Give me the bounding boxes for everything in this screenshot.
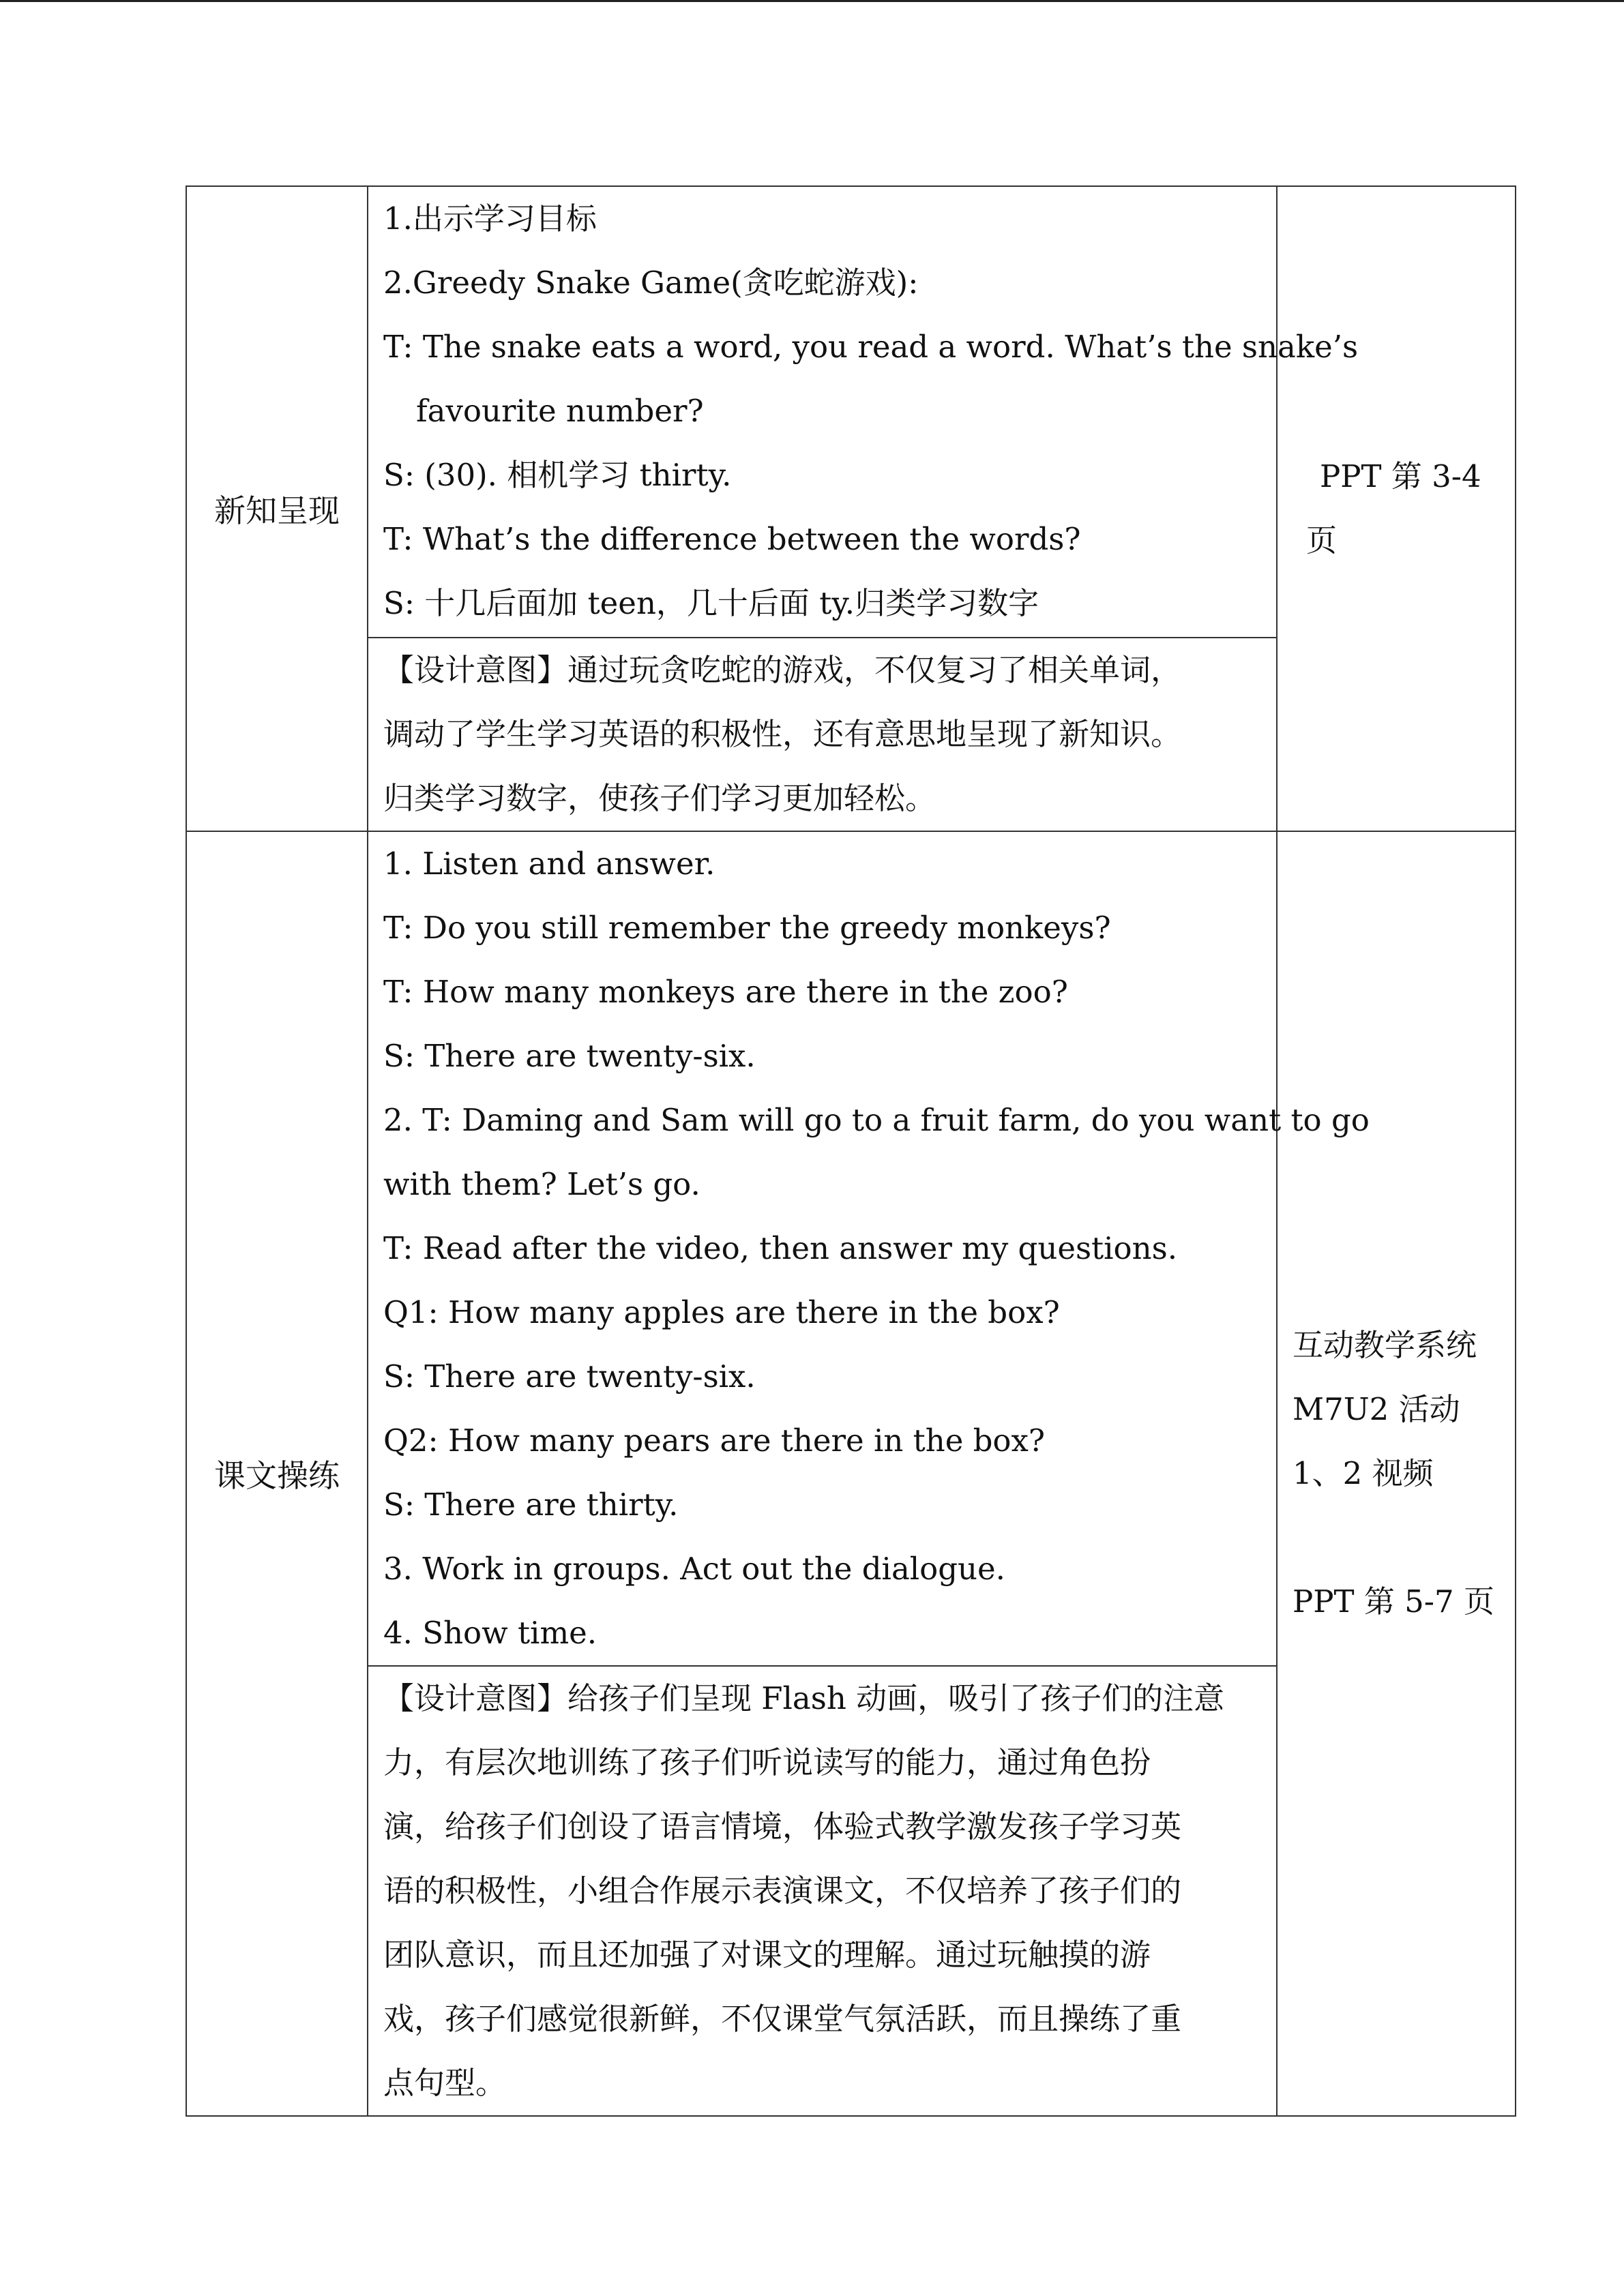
content-line: 1. Listen and answer. [383,846,715,882]
content-line: 2. T: Daming and Sam will go to a fruit farm, do you want to go [383,1102,1370,1138]
intent-line: 力，有层次地训练了孩子们听说读写的能力，通过角色扮 [383,1744,1151,1780]
lesson-plan-table [186,185,1516,2117]
content-line: S: There are twenty-six. [383,1358,756,1395]
content-line: Q2: How many pears are there in the box? [383,1422,1046,1459]
resource-line: 1、2 视频 [1293,1455,1434,1491]
content-line: T: What’s the difference between the words? [383,521,1081,557]
design-intent-cell [368,1666,1277,2116]
resource-spacer [1278,1506,1515,1570]
content-line: S: There are thirty. [383,1487,679,1523]
resource-line: PPT 第 5-7 页 [1293,1583,1494,1620]
content-line: favourite number? [416,393,704,429]
stage-label-text: 课文操练 [214,1457,340,1494]
stage-label-text-practice [186,831,368,2116]
content-line: 4. Show time. [383,1615,597,1651]
intent-line: 归类学习数字，使孩子们学习更加轻松。 [383,780,936,816]
content-line: T: Do you still remember the greedy monkeys? [383,910,1111,946]
content-line: S: 十几后面加 teen，几十后面 ty.归类学习数字 [383,585,1039,621]
resource-line: PPT 第 3-4 [1320,458,1481,494]
resource-line: 互动教学系统 [1293,1327,1477,1363]
content-line: with them? Let’s go. [383,1166,700,1202]
intent-line: 【设计意图】通过玩贪吃蛇的游戏，不仅复习了相关单词， [383,652,1182,688]
content-line: 1.出示学习目标 [383,200,597,237]
resource-cell-interactive-system [1277,831,1516,2116]
resource-cell-ppt-3-4 [1277,186,1516,831]
intent-line: 【设计意图】给孩子们呈现 Flash 动画，吸引了孩子们的注意 [383,1680,1225,1716]
design-intent-cell [368,638,1277,831]
content-line: S: There are twenty-six. [383,1038,756,1074]
intent-line: 戏，孩子们感觉很新鲜，不仅课堂气氛活跃，而且操练了重 [383,2001,1182,2037]
activity-content-cell [368,186,1359,638]
intent-line: 点句型。 [383,2065,507,2101]
stage-label-new-knowledge [186,186,368,831]
content-line: S: (30). 相机学习 thirty. [383,457,732,493]
intent-line: 调动了学生学习英语的积极性，还有意思地呈现了新知识。 [383,716,1182,752]
resource-line: M7U2 活动 [1293,1391,1460,1427]
page-top-border [0,0,1624,2]
intent-line: 团队意识，而且还加强了对课文的理解。通过玩触摸的游 [383,1937,1151,1973]
intent-line: 语的积极性，小组合作展示表演课文，不仅培养了孩子们的 [383,1873,1182,1909]
content-line: T: How many monkeys are there in the zoo? [383,974,1068,1010]
content-line: Q1: How many apples are there in the box? [383,1294,1060,1330]
content-line: 3. Work in groups. Act out the dialogue. [383,1551,1005,1587]
section-text-practice-row [186,831,1516,1666]
content-line: 2.Greedy Snake Game(贪吃蛇游戏): [383,265,919,301]
content-line: T: Read after the video, then answer my questions. [383,1230,1178,1266]
intent-line: 演，给孩子们创设了语言情境，体验式教学激发孩子学习英 [383,1808,1182,1845]
section-new-knowledge-row [186,186,1516,638]
content-line: T: The snake eats a word, you read a word. What’s the snake’s [383,329,1359,365]
resource-line: 页 [1306,522,1338,558]
stage-label-text: 新知呈现 [214,492,340,529]
